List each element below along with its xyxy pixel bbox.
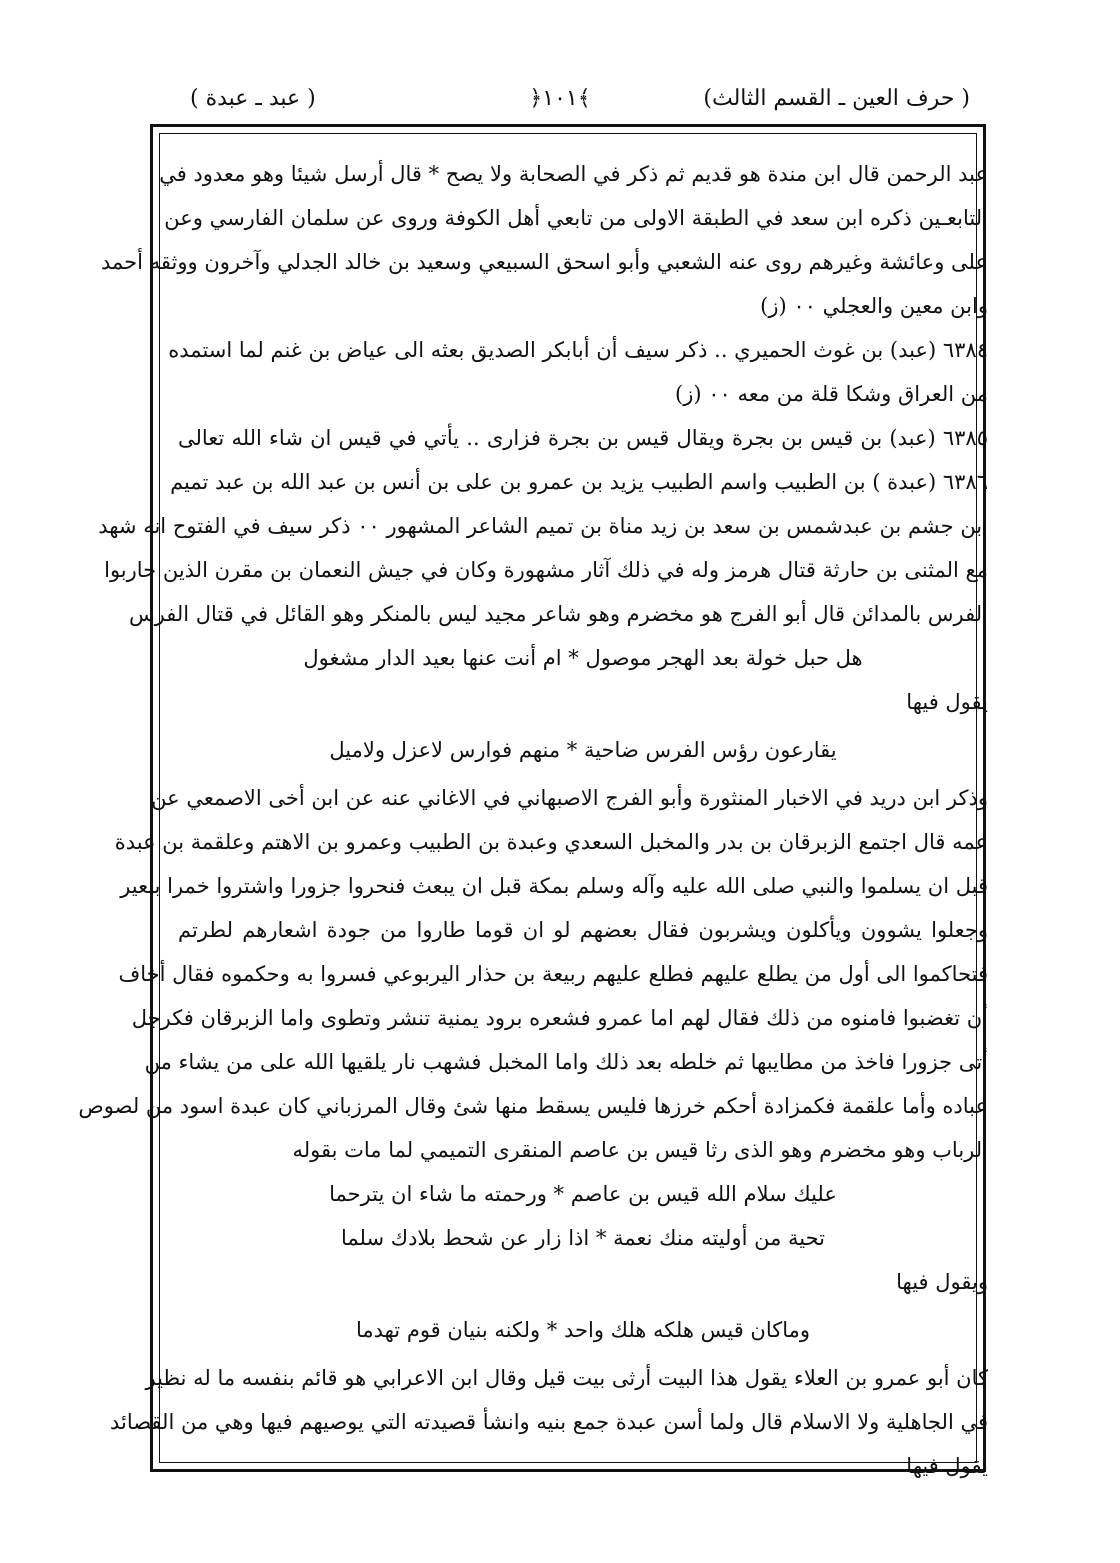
page-number: ﴿١٠١﴾ <box>529 86 591 111</box>
header-entry-range: ( عبد ـ عبدة ) <box>190 86 316 111</box>
body-text-line: مع المثنى بن حارثة قتال هرمز وله في ذلك آثار مشهورة وكان في جيش النعمان بن مقرن الذين حاربوا <box>104 558 988 582</box>
body-text-line: ابن جشم بن عبدشمس بن سعد بن زيد مناة بن تميم الشاعر المشهور ٠٠ ذكر سيف في الفتوح انه شهد <box>98 514 988 538</box>
body-text-line: أتى جزورا فاخذ من مطايبها ثم خلطه بعد ذلك واما المخبل فشهب نار يلقيها الله على من يشاء من <box>144 1050 988 1074</box>
body-text-line: عمه قال اجتمع الزبرقان بن بدر والمخبل السعدي وعبدة بن الطبيب وعمرو بن الاهتم وعلقمة بن عبدة <box>114 830 988 854</box>
poem-verse-line: هل حبل خولة بعد الهجر موصول * ام أنت عنها بعيد الدار مشغول <box>303 646 863 670</box>
body-text-line: ٦٣٨٤ (عبد) بن غوث الحميري .. ذكر سيف أن أبابكر الصديق بعثه الى عياض بن غنم لما استمده <box>168 338 988 362</box>
header-section-title: (حرف العين ـ القسم الثالث ) <box>703 86 970 111</box>
body-text-line: الرباب وهو مخضرم وهو الذى رثا قيس بن عاصم المنقرى التميمي لما مات بقوله <box>292 1138 988 1162</box>
body-text-line: فتحاكموا الى أول من يطلع عليهم فطلع عليهم ربيعة بن حذار اليربوعي فسروا به وحكموه فقال أخاف <box>118 962 988 986</box>
body-text-line: الفرس بالمدائن قال أبو الفرج هو مخضرم وهو شاعر مجيد ليس بالمنكر وهو القائل في قتال الفرس <box>129 602 988 626</box>
body-text-line: قبل ان يسلموا والنبي صلى الله عليه وآله وسلم بمكة قبل ان يبعث فنحروا جزورا واشتروا خمرا ببعير <box>120 874 988 898</box>
body-text-line: ٦٣٨٥ (عبد) بن قيس بن بجرة ويقال قيس بن بجرة فزارى .. يأتي في قيس ان شاء الله تعالى <box>178 426 988 450</box>
body-text-line: عبد الرحمن قال ابن مندة هو قديم ثم ذكر في الصحابة ولا يصح * قال أرسل شيئا وهو معدود في <box>159 162 988 186</box>
poem-verse-line: وماكان قيس هلكه هلك واحد * ولكنه بنيان قوم تهدما <box>355 1318 811 1342</box>
body-text-line: يقول فيها <box>906 1454 988 1478</box>
page-body <box>78 152 988 1478</box>
body-text-line: يقول فيها <box>906 690 988 714</box>
body-text-line: ويقول فيها <box>896 1270 988 1294</box>
page-header <box>150 80 970 124</box>
body-text-line: وابن معين والعجلي ٠٠ (ز) <box>760 294 988 318</box>
body-text-line: في الجاهلية ولا الاسلام قال ولما أسن عبدة جمع بنيه وانشأ قصيدته التي يوصيهم فيها وهي من القصائد <box>109 1410 988 1434</box>
body-text-line: كان أبو عمرو بن العلاء يقول هذا البيت أرثى بيت قيل وقال ابن الاعرابي هو قائم بنفسه ما له نظير <box>145 1366 988 1390</box>
body-text-line: ٦٣٨٦ (عبدة ) بن الطبيب واسم الطبيب يزيد بن عمرو بن على بن أنس بن عبد الله بن عبد تميم <box>170 470 988 494</box>
body-text-line: وجعلوا يشوون ويأكلون ويشربون فقال بعضهم لو ان قوما طاروا من جودة اشعارهم لطرتم <box>178 918 988 942</box>
body-text-line: عباده وأما علقمة فكمزادة أحكم خرزها فليس يسقط منها شئ وقال المرزباني كان عبدة اسود من لصوص <box>78 1094 988 1118</box>
body-text-line: وذكر ابن دريد في الاخبار المنثورة وأبو الفرج الاصبهاني في الاغاني عنه عن ابن أخى الاصمعي عن <box>151 786 988 810</box>
poem-verse-line: يقارعون رؤس الفرس ضاحية * منهم فوارس لاعزل ولاميل <box>329 738 837 762</box>
body-text-line: التابعـين ذكره ابن سعد في الطبقة الاولى من تابعي أهل الكوفة وروى عن سلمان الفارسي وعن <box>164 206 988 230</box>
poem-verse-line: عليك سلام الله قيس بن عاصم * ورحمته ما شاء ان يترحما <box>329 1182 837 1206</box>
body-text-line: من العراق وشكا قلة من معه ٠٠ (ز) <box>675 382 988 406</box>
body-text-line: على وعائشة وغيرهم روى عنه الشعبي وأبو اسحق السبيعي وسعيد بن خالد الجدلي وآخرون ووثقه أحمد <box>100 250 988 274</box>
poem-verse-line: تحية من أوليته منك نعمة * اذا زار عن شحط بلادك سلما <box>341 1226 825 1250</box>
body-text-line: أن تغضبوا فامنوه من ذلك فقال لهم اما عمرو فشعره برود يمنية تنشر وتطوى واما الزبرقان فكرجل <box>131 1006 988 1030</box>
